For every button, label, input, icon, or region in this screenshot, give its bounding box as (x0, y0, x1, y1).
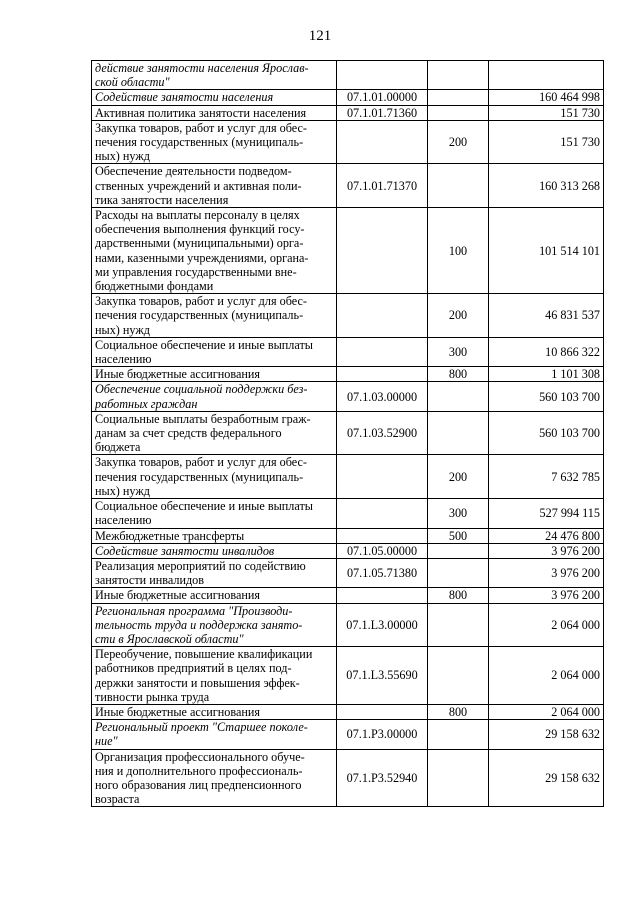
table-row (92, 543, 604, 558)
table-row (92, 367, 604, 382)
amount-cell: 2 064 000 (489, 647, 604, 705)
expense-type-cell (428, 749, 489, 807)
table-row (92, 704, 604, 719)
expense-name-cell: Обеспечение деятельности подведом- ственных учреждений и активная поли- тика занятости населения (92, 164, 337, 208)
table-row (92, 105, 604, 120)
table-row (92, 61, 604, 90)
expense-name-cell: Социальное обеспечение и иные выплаты населению (92, 499, 337, 528)
expense-type-cell (428, 543, 489, 558)
expense-type-cell: 200 (428, 120, 489, 164)
table-row (92, 337, 604, 366)
amount-cell: 101 514 101 (489, 208, 604, 294)
amount-cell: 10 866 322 (489, 337, 604, 366)
target-code-cell: 07.1.03.00000 (337, 382, 428, 411)
amount-cell: 2 064 000 (489, 603, 604, 647)
expense-type-cell (428, 382, 489, 411)
expense-type-cell: 100 (428, 208, 489, 294)
target-code-cell (337, 455, 428, 499)
expense-type-cell (428, 647, 489, 705)
expense-type-cell (428, 164, 489, 208)
expense-name-cell: действие занятости населения Ярослав- ской области" (92, 61, 337, 90)
target-code-cell (337, 294, 428, 338)
expense-type-cell: 800 (428, 367, 489, 382)
expense-type-cell (428, 90, 489, 105)
expense-name-cell: Закупка товаров, работ и услуг для обес- печения государственных (муниципаль- ных) нужд (92, 120, 337, 164)
expense-name-cell: Активная политика занятости населения (92, 105, 337, 120)
expense-type-cell (428, 105, 489, 120)
amount-cell: 151 730 (489, 120, 604, 164)
expense-type-cell: 800 (428, 588, 489, 603)
amount-cell: 527 994 115 (489, 499, 604, 528)
target-code-cell: 07.1.P3.52940 (337, 749, 428, 807)
target-code-cell: 07.1.P3.00000 (337, 720, 428, 749)
expense-name-cell: Закупка товаров, работ и услуг для обес- печения государственных (муниципаль- ных) нужд (92, 294, 337, 338)
target-code-cell (337, 120, 428, 164)
expense-type-cell (428, 603, 489, 647)
target-code-cell (337, 337, 428, 366)
table-row (92, 208, 604, 294)
table-row (92, 528, 604, 543)
expense-type-cell (428, 720, 489, 749)
table-row (92, 647, 604, 705)
target-code-cell: 07.1.L3.55690 (337, 647, 428, 705)
table-row (92, 382, 604, 411)
expense-name-cell: Организация профессионального обуче- ния и дополнительного профессиональ- ного образования лиц предпенсионного возраста (92, 749, 337, 807)
amount-cell: 1 101 308 (489, 367, 604, 382)
amount-cell: 2 064 000 (489, 704, 604, 719)
amount-cell: 29 158 632 (489, 720, 604, 749)
target-code-cell (337, 367, 428, 382)
table-row (92, 588, 604, 603)
table-row (92, 294, 604, 338)
target-code-cell: 07.1.05.00000 (337, 543, 428, 558)
table-row (92, 455, 604, 499)
expense-type-cell: 300 (428, 499, 489, 528)
expense-type-cell (428, 411, 489, 455)
expense-type-cell: 800 (428, 704, 489, 719)
amount-cell: 46 831 537 (489, 294, 604, 338)
amount-cell: 3 976 200 (489, 558, 604, 587)
table-row (92, 411, 604, 455)
target-code-cell (337, 704, 428, 719)
amount-cell: 24 476 800 (489, 528, 604, 543)
budget-table-body (92, 61, 604, 807)
expense-name-cell: Иные бюджетные ассигнования (92, 704, 337, 719)
table-row (92, 90, 604, 105)
amount-cell: 160 313 268 (489, 164, 604, 208)
amount-cell: 7 632 785 (489, 455, 604, 499)
target-code-cell: 07.1.01.71360 (337, 105, 428, 120)
amount-cell: 560 103 700 (489, 382, 604, 411)
amount-cell: 151 730 (489, 105, 604, 120)
expense-type-cell: 200 (428, 294, 489, 338)
expense-name-cell: Иные бюджетные ассигнования (92, 588, 337, 603)
expense-name-cell: Переобучение, повышение квалификации работников предприятий в целях под- держки занятости и повышения эффек- тивности рынка труда (92, 647, 337, 705)
target-code-cell (337, 499, 428, 528)
expense-name-cell: Расходы на выплаты персоналу в целях обеспечения выполнения функций госу- дарственными (муниципальными) орга- нами, казенными учреждениями, органа- ми управления государственными вне- бюджетными фондами (92, 208, 337, 294)
target-code-cell: 07.1.01.71370 (337, 164, 428, 208)
target-code-cell: 07.1.L3.00000 (337, 603, 428, 647)
target-code-cell: 07.1.01.00000 (337, 90, 428, 105)
expense-type-cell: 300 (428, 337, 489, 366)
amount-cell: 160 464 998 (489, 90, 604, 105)
amount-cell: 3 976 200 (489, 543, 604, 558)
target-code-cell (337, 61, 428, 90)
expense-name-cell: Содействие занятости инвалидов (92, 543, 337, 558)
amount-cell: 3 976 200 (489, 588, 604, 603)
expense-type-cell: 200 (428, 455, 489, 499)
expense-name-cell: Региональная программа "Производи- тельность труда и поддержка занято- сти в Ярославской области" (92, 603, 337, 647)
table-row (92, 749, 604, 807)
expense-type-cell (428, 558, 489, 587)
table-row (92, 603, 604, 647)
page-number: 121 (308, 28, 332, 44)
table-row (92, 164, 604, 208)
amount-cell: 29 158 632 (489, 749, 604, 807)
expense-type-cell (428, 61, 489, 90)
table-row (92, 720, 604, 749)
expense-type-cell: 500 (428, 528, 489, 543)
table-row (92, 120, 604, 164)
expense-name-cell: Социальные выплаты безработным граж- данам за счет средств федерального бюджета (92, 411, 337, 455)
target-code-cell (337, 528, 428, 543)
expense-name-cell: Региональный проект "Старшее поколе- ние" (92, 720, 337, 749)
target-code-cell (337, 208, 428, 294)
target-code-cell: 07.1.05.71380 (337, 558, 428, 587)
expense-name-cell: Реализация мероприятий по содействию занятости инвалидов (92, 558, 337, 587)
expense-name-cell: Иные бюджетные ассигнования (92, 367, 337, 382)
expense-name-cell: Межбюджетные трансферты (92, 528, 337, 543)
expense-name-cell: Обеспечение социальной поддержки без- работных граждан (92, 382, 337, 411)
target-code-cell: 07.1.03.52900 (337, 411, 428, 455)
amount-cell: 560 103 700 (489, 411, 604, 455)
expense-name-cell: Содействие занятости населения (92, 90, 337, 105)
expense-name-cell: Закупка товаров, работ и услуг для обес- печения государственных (муниципаль- ных) нужд (92, 455, 337, 499)
table-row (92, 499, 604, 528)
table-row (92, 558, 604, 587)
target-code-cell (337, 588, 428, 603)
expense-name-cell: Социальное обеспечение и иные выплаты населению (92, 337, 337, 366)
budget-table (91, 60, 604, 807)
amount-cell (489, 61, 604, 90)
